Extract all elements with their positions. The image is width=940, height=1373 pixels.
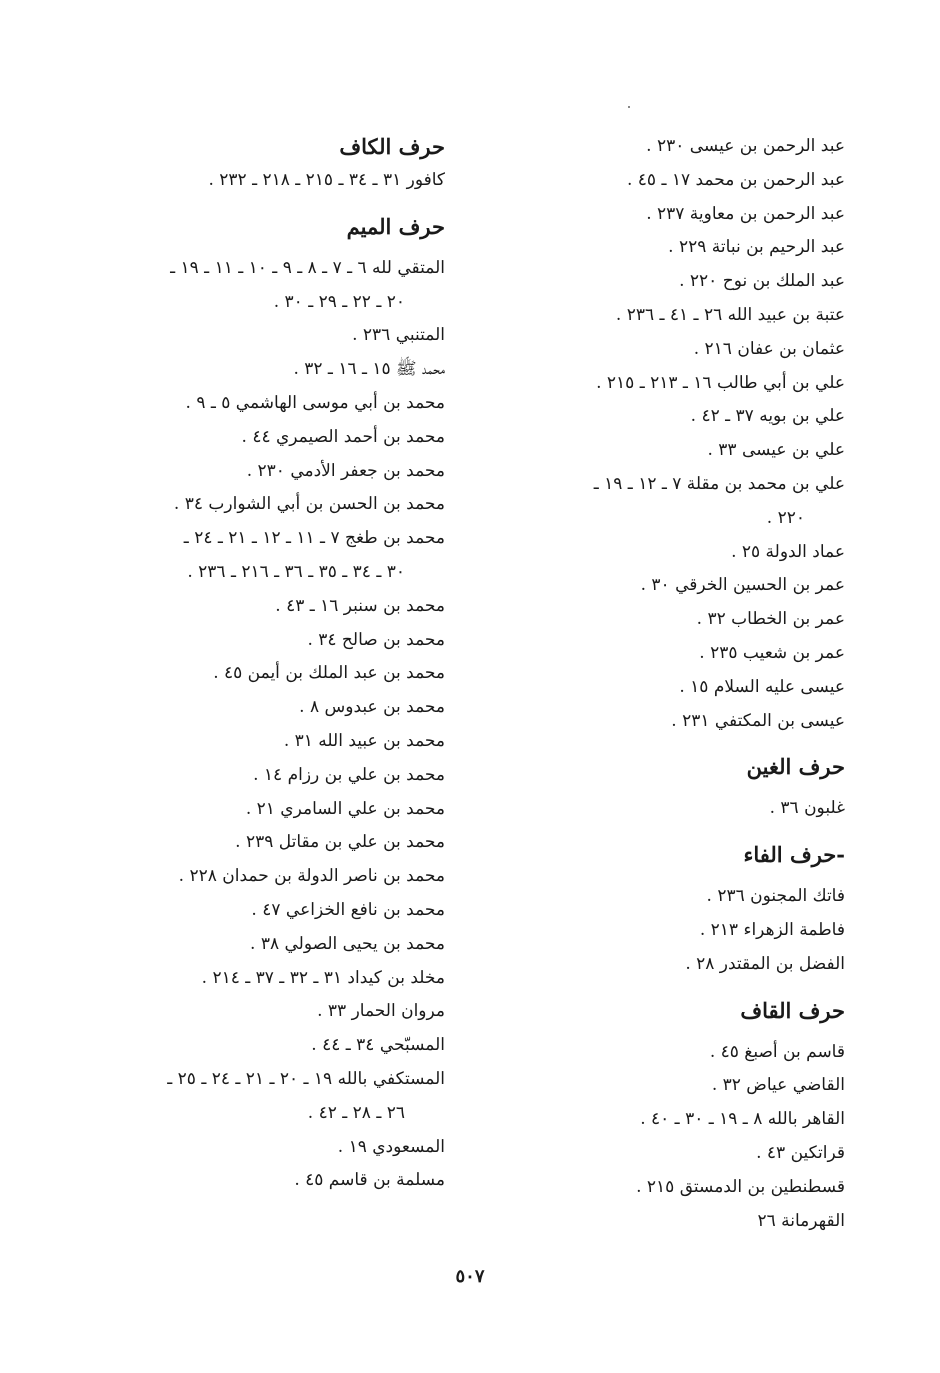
index-entry: عماد الدولة ٢٥ .	[731, 541, 845, 562]
index-entry: علي بن عيسى ٣٣ .	[707, 440, 845, 461]
index-entry-continuation: ٣٠ ـ ٣٤ ـ ٣٥ ـ ٣٦ ـ ٢١٦ ـ ٢٣٦ .	[187, 561, 405, 582]
index-entry: محمد بن أحمد الصيمري ٤٤ .	[241, 426, 445, 447]
index-entry: محمد بن عبد الملك بن أيمن ٤٥ .	[213, 663, 445, 684]
index-entry: عبد الرحمن بن عيسى ٢٣٠ .	[646, 136, 845, 156]
index-entry: علي بن بويه ٣٧ ـ ٤٢ .	[690, 406, 845, 427]
index-entry: كافور ٣١ ـ ٣٤ ـ ٢١٥ ـ ٢١٨ ـ ٢٣٢ .	[208, 170, 445, 190]
index-column-right	[485, 130, 845, 1238]
index-entry: محمد بن سنبر ١٦ ـ ٤٣ .	[275, 595, 445, 616]
index-entry: القاهر بالله ٨ ـ ١٩ ـ ٣٠ ـ ٤٠ .	[640, 1109, 845, 1130]
index-entry: عتبة بن عبيد الله ٢٦ ـ ٤١ ـ ٢٣٦ .	[615, 304, 845, 325]
index-entry: محمد بن جعفر الأدمي ٢٣٠ .	[246, 460, 445, 481]
index-entry: المسبّحي ٣٤ ـ ٤٤ .	[311, 1035, 445, 1056]
index-entry: محمد بن نافع الخزاعي ٤٧ .	[251, 899, 445, 920]
section-heading-ghayn: حرف الغين	[746, 754, 845, 780]
section-heading-fa: -حرف الفاء	[743, 842, 845, 868]
index-entry: قراتكين ٤٣ .	[756, 1142, 845, 1163]
index-entry: المتقي لله ٦ ـ ٧ ـ ٨ ـ ٩ ـ ١٠ ـ ١١ ـ ١٩ ـ	[170, 257, 445, 278]
index-entry: المستكفي بالله ١٩ ـ ٢٠ ـ ٢١ ـ ٢٤ ـ ٢٥ ـ	[167, 1068, 445, 1089]
index-entry: محمد بن أبي موسى الهاشمي ٥ ـ ٩ .	[185, 392, 445, 413]
index-entry: محمد بن عبدوس ٨ .	[299, 697, 445, 718]
index-entry: محمد بن صالح ٣٤ .	[307, 629, 445, 650]
index-entry: الفضل بن المقتدر ٢٨ .	[685, 953, 845, 974]
index-entry: القاضي عياض ٣٢ .	[711, 1075, 845, 1096]
index-entry: علي بن محمد بن مقلة ٧ ـ ١٢ ـ ١٩ ـ	[593, 473, 845, 494]
index-entry: فاطمة الزهراء ٢١٣ .	[699, 919, 845, 940]
index-entry: قاسم بن أصبغ ٤٥ .	[709, 1041, 845, 1062]
entries-ayn	[485, 130, 845, 738]
index-entry-continuation: ٢٢٠ .	[766, 507, 805, 528]
index-entry: المسعودي ١٩ .	[337, 1136, 445, 1157]
index-entry: فاتك المجنون ٢٣٦ .	[706, 886, 845, 907]
index-entry: عبد الرحيم بن نباتة ٢٢٩ .	[668, 237, 845, 258]
index-entry: محمد بن طغج ٧ ـ ١١ ـ ١٢ ـ ٢١ ـ ٢٤ ـ	[183, 528, 445, 549]
index-entry: عبد الرحمن بن محمد ١٧ ـ ٤٥ .	[626, 169, 845, 190]
index-entry: محمد ﷺ ١٥ ـ ١٦ ـ ٣٢ .	[293, 359, 445, 380]
index-entry: عيسى عليه السلام ١٥ .	[679, 676, 845, 697]
index-entry: عبد الملك بن نوح ٢٢٠ .	[679, 271, 845, 292]
index-entry: محمد بن علي بن مقاتل ٢٣٩ .	[235, 832, 445, 853]
index-entry: عثمان بن عفان ٢١٦ .	[693, 338, 845, 359]
section-heading-mim: حرف الميم	[346, 213, 445, 239]
index-entry: علي بن أبي طالب ١٦ ـ ٢١٣ ـ ٢١٥ .	[596, 372, 845, 393]
index-column-left	[90, 130, 445, 1198]
index-entry: المتنبي ٢٣٦ .	[352, 325, 445, 346]
index-entry: محمد بن الحسن بن أبي الشوارب ٣٤ .	[173, 494, 445, 515]
index-entry: عبد الرحمن بن معاوية ٢٣٧ .	[646, 203, 845, 224]
section-heading-kaf: حرف الكاف	[339, 134, 445, 159]
index-entry: قسطنطين بن الدمستق ٢١٥ .	[636, 1176, 845, 1197]
index-entry: محمد بن علي السامري ٢١ .	[245, 798, 445, 819]
index-entry: محمد بن ناصر الدولة بن حمدان ٢٢٨ .	[178, 866, 445, 887]
index-entry-continuation: ٢٠ ـ ٢٢ ـ ٢٩ ـ ٣٠ .	[273, 291, 405, 312]
index-entry: محمد بن علي بن رزام ١٤ .	[253, 764, 445, 785]
index-entry-continuation: ٢٦ ـ ٢٨ ـ ٤٢ .	[307, 1102, 405, 1123]
index-entry: مروان الحمار ٣٣ .	[317, 1001, 445, 1022]
index-entry: عمر بن الخطاب ٣٢ .	[696, 609, 845, 630]
index-entry: محمد بن يحيى الصولي ٣٨ .	[250, 933, 445, 954]
index-entry: عمر بن شعيب ٢٣٥ .	[699, 642, 845, 663]
index-entry: عمر بن الحسين الخرقي ٣٠ .	[640, 575, 845, 596]
index-entry: القهرمانة ٢٦	[757, 1210, 845, 1231]
index-entry: مخلد بن كيداد ٣١ ـ ٣٢ ـ ٣٧ ـ ٢١٤ .	[201, 967, 445, 988]
index-entry: عيسى بن المكتفي ٢٣١ .	[671, 710, 845, 731]
index-entry: مسلمة بن قاسم ٤٥ .	[294, 1170, 445, 1191]
index-entry: محمد بن عبيد الله ٣١ .	[283, 730, 445, 751]
section-heading-qaf: حرف القاف	[740, 997, 845, 1023]
print-speck	[628, 106, 630, 108]
page-number: ٥٠٧	[455, 1266, 485, 1287]
index-entry: غلبون ٣٦ .	[769, 798, 845, 819]
